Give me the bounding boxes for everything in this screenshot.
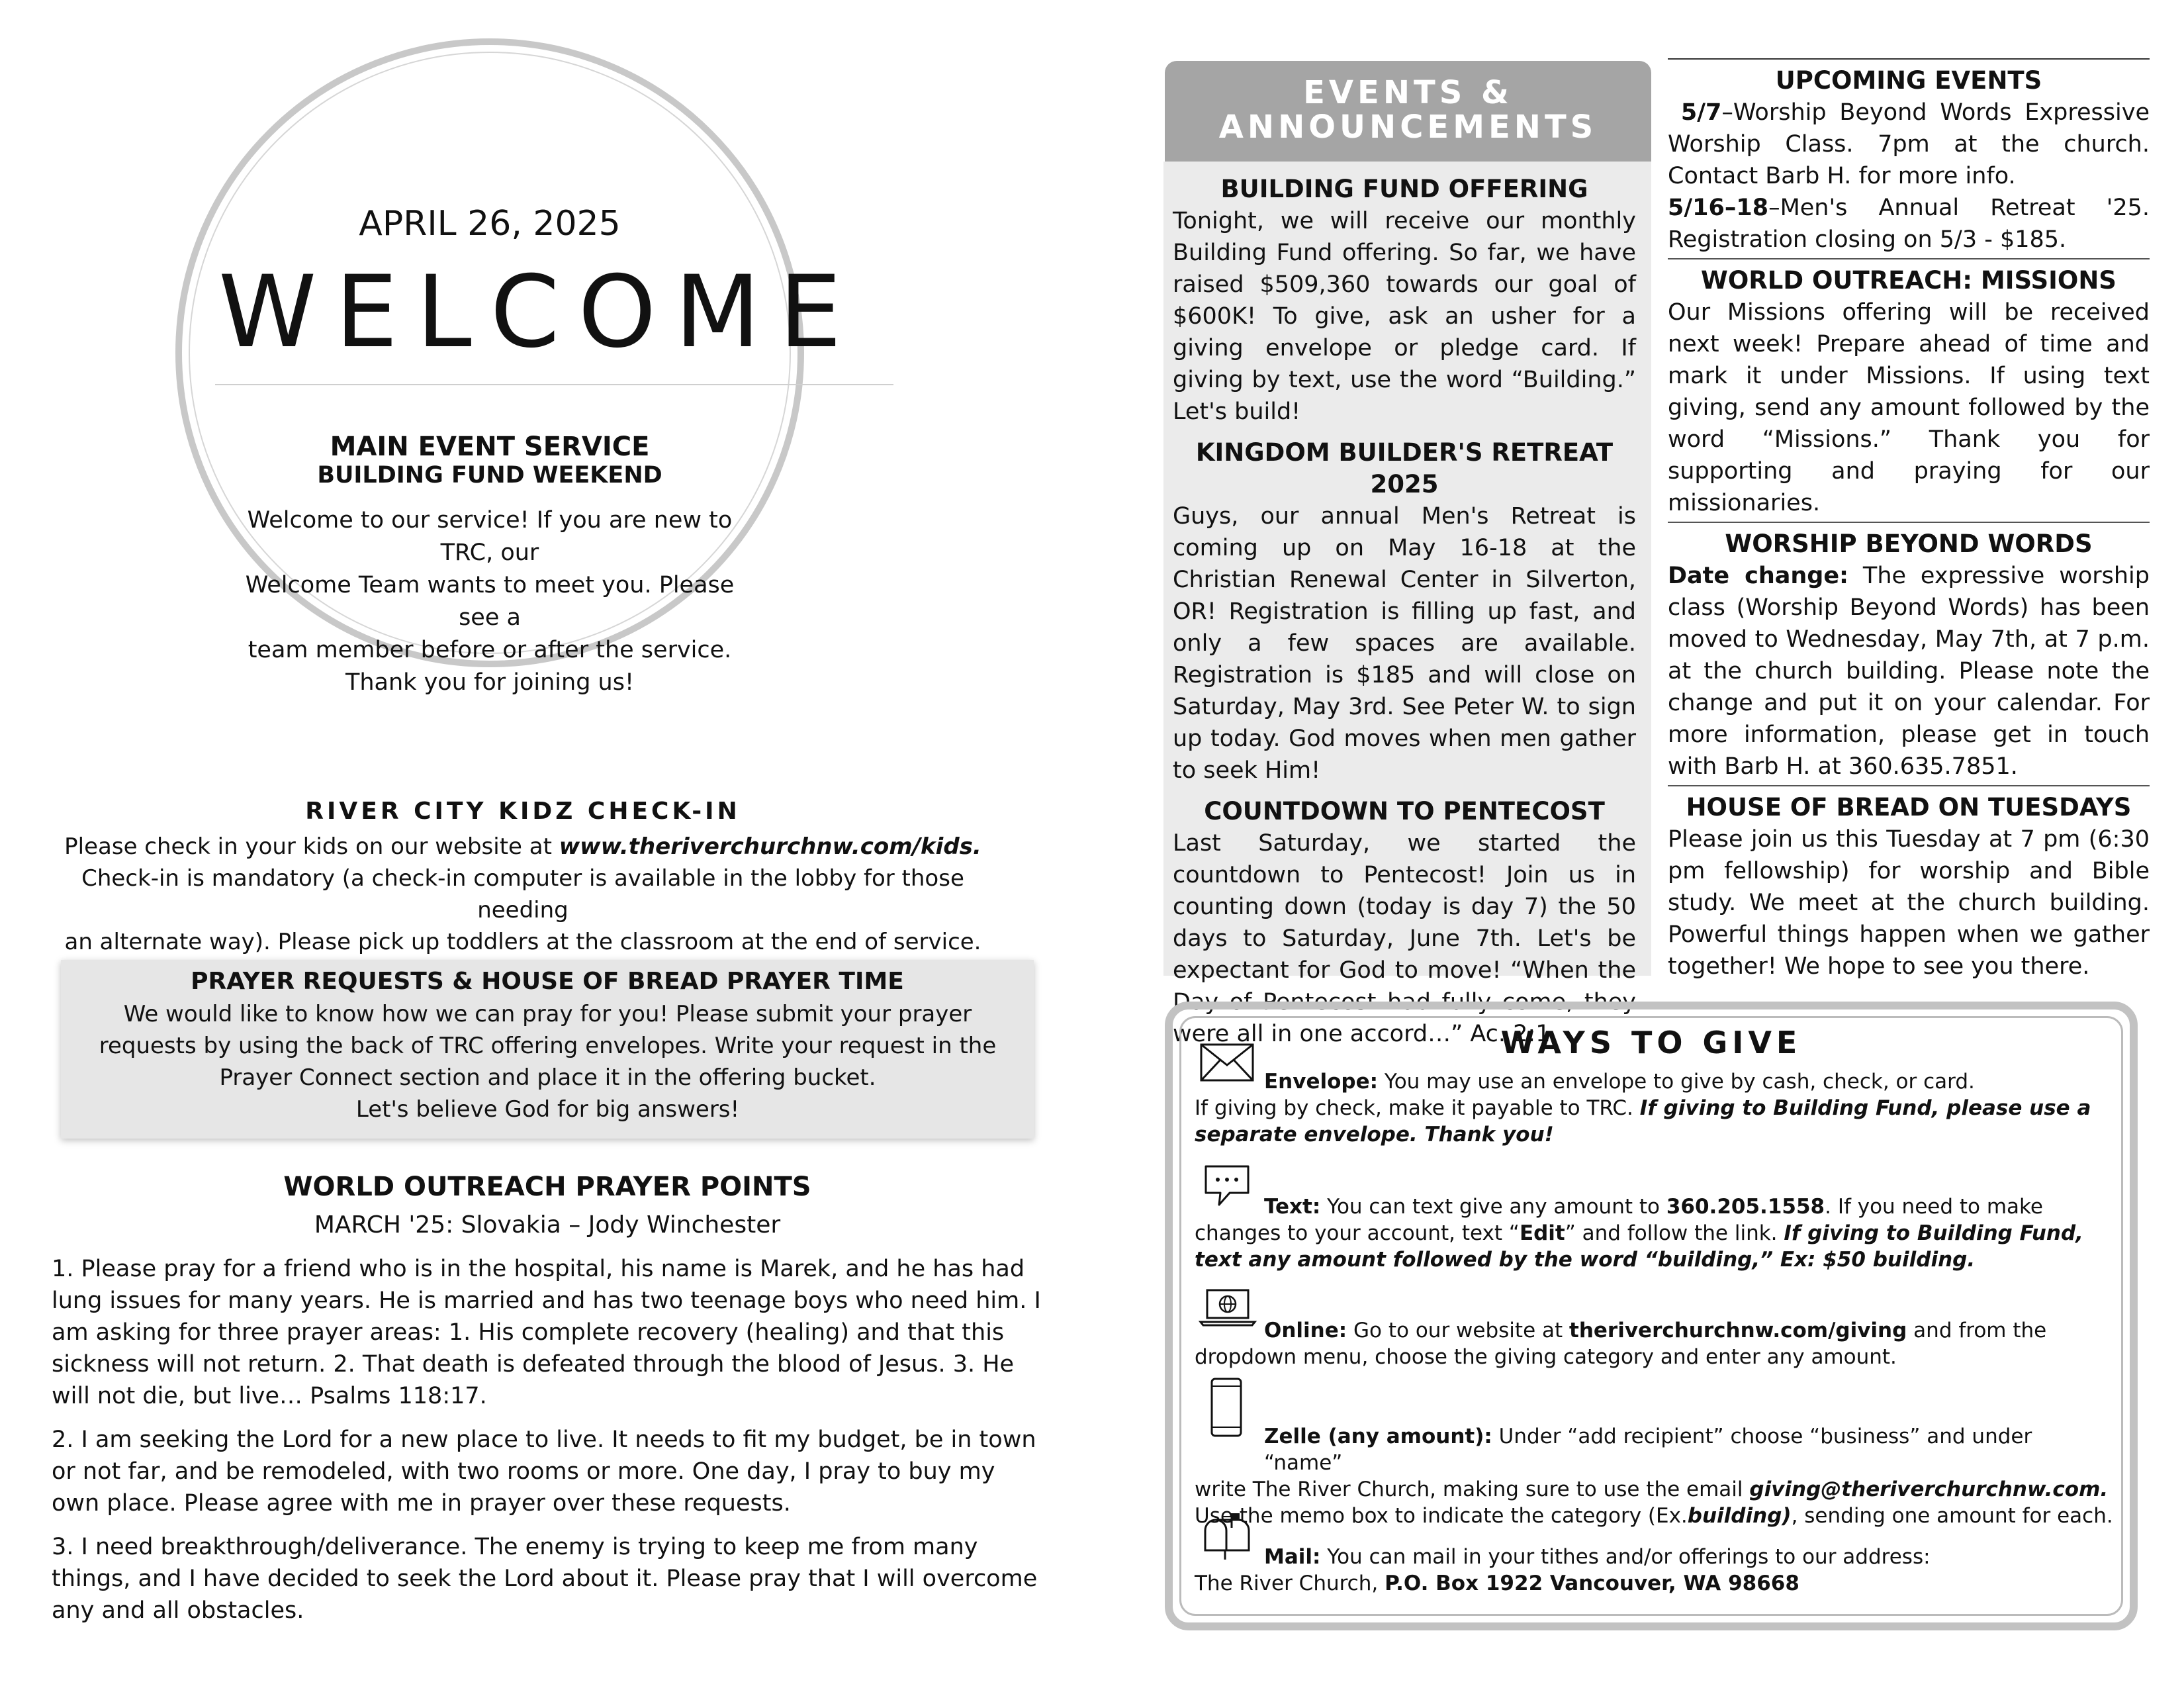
text-give-number[interactable]: 360.205.1558 bbox=[1666, 1195, 1825, 1219]
prayer-requests-title: PRAYER REQUESTS & HOUSE OF BREAD PRAYER TIME bbox=[191, 968, 904, 995]
event-title: BUILDING FUND OFFERING bbox=[1220, 175, 1588, 203]
events-header bbox=[1165, 61, 1651, 162]
worship-title: WORSHIP BEYOND WORDS bbox=[1725, 530, 2093, 558]
text-give-text: changes to your account, text “ bbox=[1195, 1221, 1520, 1245]
welcome-line: Welcome to our service! If you are new to TRC, our bbox=[247, 507, 733, 566]
welcome-line: Thank you for joining us! bbox=[345, 669, 634, 696]
event-body: Tonight, we will receive our monthly Building Fund offering. So far, we have raised $509,360 towards our goal of $600K! To give, ask an usher for a giving envelope or pledge card. If giving by text, use the word “Building.” Let's build! bbox=[1173, 208, 1636, 425]
service-subtitle: BUILDING FUND WEEKEND bbox=[317, 462, 662, 489]
events-list bbox=[1173, 173, 1636, 1059]
world-outreach-title: WORLD OUTREACH PRAYER POINTS bbox=[283, 1172, 811, 1202]
welcome-line: team member before or after the service. bbox=[248, 637, 732, 663]
events-header-line: EVENTS & bbox=[1303, 74, 1513, 111]
kidz-line: Check-in is mandatory (a check-in computer is available in the lobby for those needing bbox=[81, 865, 964, 923]
envelope-label: Envelope: bbox=[1264, 1070, 1379, 1094]
prayer-point: 2. I am seeking the Lord for a new place to live. It needs to fit my budget, be in town or not far, and be remodeled, with two rooms or more. One day, I pray to buy my own place. Please agree with me in prayer over these requests. bbox=[52, 1427, 1036, 1517]
event-title: KINGDOM BUILDER'S RETREAT 2025 bbox=[1195, 438, 1614, 498]
mailing-address: P.O. Box 1922 Vancouver, WA 98668 bbox=[1385, 1571, 1799, 1595]
prayer-point: 3. I need breakthrough/deliverance. The enemy is trying to keep me from many things, and I have decided to seek the Lord about it. Please pray that I will overcome any and all obstacles. bbox=[52, 1534, 1038, 1624]
missions-title: WORLD OUTREACH: MISSIONS bbox=[1701, 266, 2116, 295]
kidz-checkin-text bbox=[46, 831, 999, 958]
house-of-bread-body: Please join us this Tuesday at 7 pm (6:30 pm fellowship) for worship and Bible study. We meet at the church building. Powerful things happen when we gather together! We hope to see you there. bbox=[1668, 826, 2150, 980]
event-body: Last Saturday, we started the countdown to Pentecost! Join us in counting down (today is day 7) the 50 days to Saturday, June 7th. Let's be expectant for God to move! “When the Day of Pentecost had fully come, they were all in one accord…” Ac. 2:1 bbox=[1173, 830, 1636, 1047]
text-give-text: ” and follow the link. bbox=[1565, 1221, 1784, 1245]
house-of-bread-title: HOUSE OF BREAD ON TUESDAYS bbox=[1686, 793, 2132, 821]
mail-label: Mail: bbox=[1264, 1545, 1321, 1569]
welcome-title: WELCOME bbox=[218, 255, 860, 370]
date-change-label: Date change: bbox=[1668, 563, 1849, 589]
event-text: –Men's Annual Retreat '25. Registration closing on 5/3 - $185. bbox=[1668, 195, 2150, 253]
give-mail-lead bbox=[1195, 1544, 2115, 1570]
zelle-label: Zelle (any amount): bbox=[1264, 1425, 1492, 1448]
text-give-text: . If you need to make bbox=[1825, 1195, 2043, 1219]
welcome-line: Welcome Team wants to meet you. Please see a bbox=[245, 572, 735, 631]
ways-to-give-title: WAYS TO GIVE bbox=[1500, 1025, 1802, 1060]
online-text: dropdown menu, choose the giving category and enter any amount. bbox=[1195, 1345, 1897, 1369]
envelope-note: If giving to Building Fund, please use a separate envelope. Thank you! bbox=[1195, 1096, 2091, 1147]
upcoming-event bbox=[1668, 192, 2150, 256]
give-text bbox=[1195, 1194, 2115, 1273]
kids-link[interactable]: www.theriverchurchnw.com/kids. bbox=[559, 833, 981, 860]
upcoming-events bbox=[1668, 58, 2150, 258]
world-outreach-points bbox=[52, 1253, 1044, 1638]
envelope-text: You may use an envelope to give by cash, check, or card. bbox=[1378, 1070, 1975, 1094]
prayer-line: requests by using the back of TRC offering envelopes. Write your request in the bbox=[99, 1033, 997, 1059]
kidz-line: an alternate way). Please pick up toddlers at the classroom at the end of service. bbox=[64, 929, 981, 955]
worship-body bbox=[1668, 560, 2150, 782]
mail-text: The River Church, bbox=[1195, 1571, 1385, 1595]
prayer-line: Prayer Connect section and place it in the offering bucket. bbox=[219, 1064, 876, 1091]
zelle-text: Under “add recipient” choose “business” and under “name” bbox=[1264, 1425, 2032, 1475]
world-outreach-month: MARCH '25: Slovakia – Jody Winchester bbox=[314, 1211, 781, 1239]
service-title: MAIN EVENT SERVICE bbox=[330, 432, 650, 462]
missions-section bbox=[1668, 258, 2150, 522]
prayer-line: Let's believe God for big answers! bbox=[355, 1096, 740, 1123]
online-label: Online: bbox=[1264, 1319, 1347, 1342]
missions-body: Our Missions offering will be received next week! Prepare ahead of time and mark it under Missions. If using text giving, send any amount followed by the word “Missions.” Thank you for supporting and praying for our missionaries. bbox=[1668, 299, 2150, 516]
prayer-point: 1. Please pray for a friend who is in the hospital, his name is Marek, and he has had lung issues for many years. He is married and has two teenage boys who need him. I am asking for three prayer areas: 1. His complete recovery (healing) and that this sickness will not return. 2. That death is defeated through the blood of Jesus. 3. He will not die, but live… Psalms 118:17. bbox=[52, 1256, 1041, 1409]
upcoming-event bbox=[1668, 97, 2150, 192]
give-online-lead bbox=[1195, 1317, 2115, 1344]
give-zelle bbox=[1195, 1423, 2115, 1529]
upcoming-events-title: UPCOMING EVENTS bbox=[1775, 66, 2042, 95]
divider bbox=[215, 384, 893, 385]
text-give-note: If giving to Building Fund, text any amount followed by the word “building,” Ex: $50 building. bbox=[1195, 1221, 2083, 1272]
service-date: APRIL 26, 2025 bbox=[359, 204, 621, 244]
give-mail bbox=[1195, 1544, 2115, 1597]
give-envelope bbox=[1195, 1068, 2115, 1148]
worship-section bbox=[1668, 522, 2150, 785]
event-title: COUNTDOWN TO PENTECOST bbox=[1204, 797, 1605, 825]
give-text-lead bbox=[1195, 1194, 2115, 1220]
text-give-text: You can text give any amount to bbox=[1320, 1195, 1666, 1219]
zelle-text: write The River Church, making sure to use the email bbox=[1195, 1477, 1750, 1501]
online-text: and from the bbox=[1907, 1319, 2047, 1342]
event-text: –Worship Beyond Words Expressive Worship Class. 7pm at the church. Contact Barb H. for more info. bbox=[1668, 99, 2150, 189]
prayer-line: We would like to know how we can pray for you! Please submit your prayer bbox=[123, 1001, 972, 1027]
envelope-text: If giving by check, make it payable to TRC. bbox=[1195, 1096, 1640, 1120]
right-column bbox=[1668, 58, 2150, 985]
memo-example: building) bbox=[1687, 1504, 1792, 1528]
give-online bbox=[1195, 1317, 2115, 1370]
event-date: 5/7 bbox=[1680, 99, 1722, 126]
prayer-requests-text bbox=[79, 998, 1016, 1125]
zelle-text: Use the memo box to indicate the category (Ex. bbox=[1195, 1504, 1688, 1528]
event-body: Guys, our annual Men's Retreat is coming up on May 16-18 at the Christian Renewal Center in Silverton, OR! Registration is filling up fast, and only a few spaces are available. Registration is $185 and will close on Saturday, May 3rd. See Peter W. to sign up today. God moves when men gather to seek Him! bbox=[1173, 503, 1636, 784]
kidz-line: Please check in your kids on our website at bbox=[64, 833, 559, 860]
welcome-message bbox=[245, 504, 735, 699]
giving-email[interactable]: giving@theriverchurchnw.com. bbox=[1749, 1477, 2109, 1501]
online-text: Go to our website at bbox=[1347, 1319, 1570, 1342]
kidz-checkin-title: RIVER CITY KIDZ CHECK-IN bbox=[305, 798, 741, 825]
events-header-line: ANNOUNCEMENTS bbox=[1218, 109, 1598, 146]
event-date: 5/16–18 bbox=[1668, 195, 1769, 221]
give-zelle-lead bbox=[1195, 1423, 2115, 1476]
zelle-text: , sending one amount for each. bbox=[1791, 1504, 2113, 1528]
house-of-bread-section bbox=[1668, 785, 2150, 985]
edit-keyword: Edit bbox=[1519, 1221, 1565, 1245]
mail-text: You can mail in your tithes and/or offerings to our address: bbox=[1320, 1545, 1931, 1569]
worship-text: The expressive worship class (Worship Beyond Words) has been moved to Wednesday, May 7th, at 7 p.m. at the church building. Please note the change and put it on your calendar. For more information, please get in touch with Barb H. at 360.635.7851. bbox=[1668, 563, 2150, 780]
giving-url[interactable]: theriverchurchnw.com/giving bbox=[1569, 1319, 1907, 1342]
text-label: Text: bbox=[1264, 1195, 1321, 1219]
